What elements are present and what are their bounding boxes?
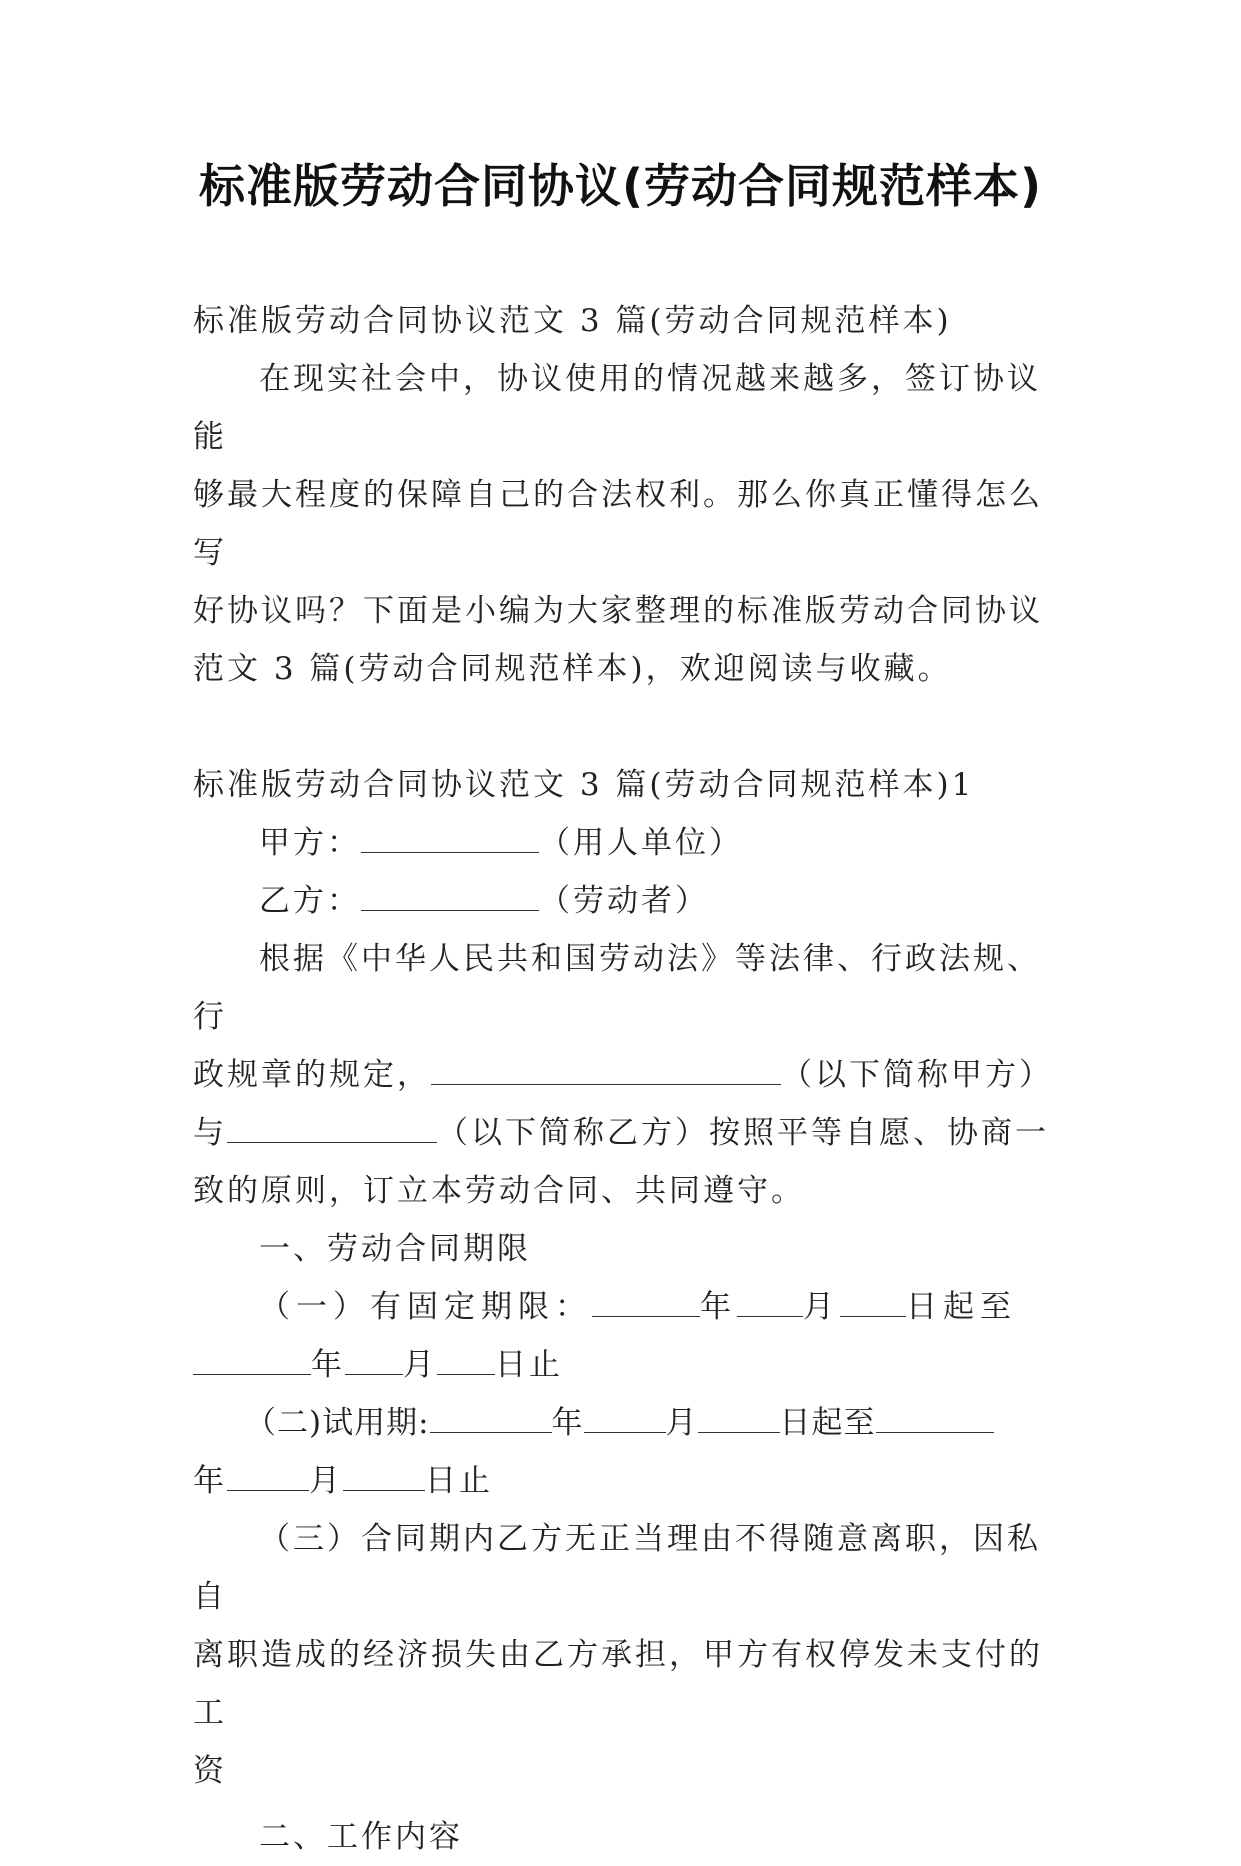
blank <box>698 1402 780 1433</box>
year-label: 年 <box>551 1405 584 1441</box>
year-label: 年 <box>700 1289 737 1325</box>
month-label: 月 <box>803 1289 840 1325</box>
probation-line <box>193 1394 1057 1452</box>
basis-text: （以下简称甲方） <box>781 1057 1053 1093</box>
year-label: 年 <box>193 1463 227 1499</box>
party-b-name-blank <box>227 1112 437 1143</box>
basis-line <box>193 1046 1057 1104</box>
intro-line: 在现实社会中，协议使用的情况越来越多，签订协议能 <box>193 361 1041 455</box>
blank <box>876 1402 994 1433</box>
party-a-name-blank <box>431 1054 781 1085</box>
party-b-role: （劳动者） <box>539 883 709 919</box>
day-end-label: 日止 <box>495 1347 563 1383</box>
basis-text: 政规章的规定， <box>193 1057 431 1093</box>
party-a-label: 甲方： <box>259 825 361 861</box>
fixed-term-line <box>193 1278 1057 1336</box>
basis-line <box>193 1104 1057 1162</box>
clause-line: 离职造成的经济损失由乙方承担，甲方有权停发未支付的工 <box>193 1637 1043 1731</box>
paragraph-gap <box>193 698 1057 756</box>
day-from-label: 日起至 <box>779 1405 876 1441</box>
blank <box>592 1286 700 1317</box>
document-body <box>193 292 1057 1866</box>
party-b-label: 乙方： <box>259 883 361 919</box>
party-b-blank <box>361 880 539 911</box>
party-a-blank <box>361 822 539 853</box>
blank <box>840 1286 906 1317</box>
blank <box>345 1344 403 1375</box>
section-heading: 标准版劳动合同协议范文 3 篇(劳动合同规范样本)1 <box>193 767 975 803</box>
party-a-role: （用人单位） <box>539 825 743 861</box>
clause-line: 资 <box>193 1753 227 1789</box>
day-from-label: 日起至 <box>906 1289 1017 1325</box>
party-a-line <box>193 814 1057 872</box>
party-b-line <box>193 872 1057 930</box>
work-heading: 二、工作内容 <box>259 1819 463 1855</box>
year-label: 年 <box>311 1347 345 1383</box>
intro-line: 好协议吗？下面是小编为大家整理的标准版劳动合同协议 <box>193 593 1043 629</box>
blank <box>227 1460 309 1491</box>
month-label: 月 <box>403 1347 437 1383</box>
month-label: 月 <box>309 1463 343 1499</box>
blank <box>584 1402 666 1433</box>
fixed-term-end-line <box>193 1336 1057 1394</box>
intro-line: 够最大程度的保障自己的合法权利。那么你真正懂得怎么写 <box>193 477 1043 571</box>
clause-line: （三）合同期内乙方无正当理由不得随意离职，因私自 <box>193 1521 1041 1615</box>
term-heading: 一、劳动合同期限 <box>259 1231 531 1267</box>
blank <box>343 1460 425 1491</box>
probation-label: （二)试用期: <box>245 1405 430 1441</box>
basis-line: 根据《中华人民共和国劳动法》等法律、行政法规、行 <box>193 941 1041 1035</box>
blank <box>737 1286 803 1317</box>
document-title: 标准版劳动合同协议(劳动合同规范样本) <box>198 159 1043 213</box>
probation-end-line <box>193 1452 1057 1510</box>
basis-line: 致的原则，订立本劳动合同、共同遵守。 <box>193 1173 805 1209</box>
basis-text: 与 <box>193 1115 227 1151</box>
blank <box>437 1344 495 1375</box>
intro-heading: 标准版劳动合同协议范文 3 篇(劳动合同规范样本) <box>193 303 952 339</box>
blank <box>430 1402 552 1433</box>
blank <box>193 1344 311 1375</box>
intro-line: 范文 3 篇(劳动合同规范样本)，欢迎阅读与收藏。 <box>193 651 952 687</box>
day-end-label: 日止 <box>425 1463 493 1499</box>
basis-text: （以下简称乙方）按照平等自愿、协商一 <box>437 1115 1049 1151</box>
fixed-term-label: （一）有固定期限： <box>259 1289 592 1325</box>
month-label: 月 <box>665 1405 698 1441</box>
